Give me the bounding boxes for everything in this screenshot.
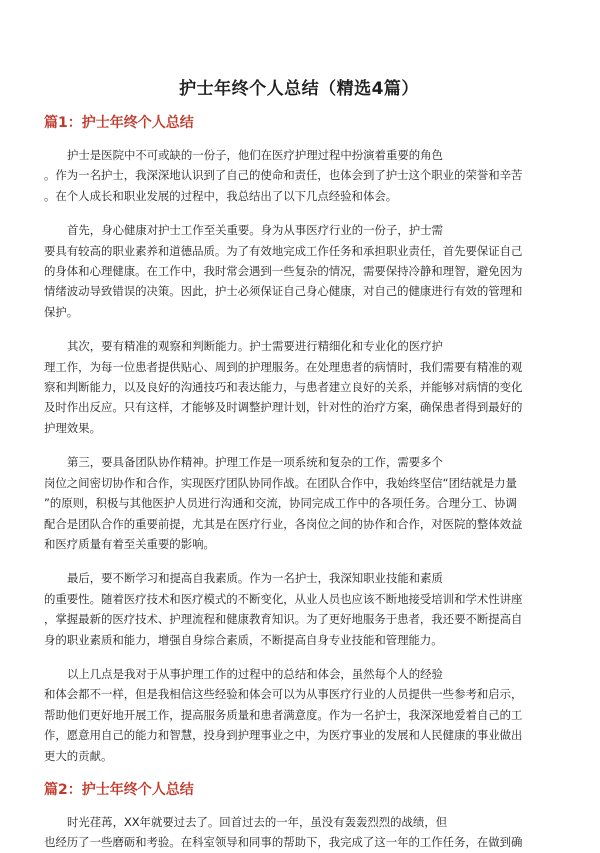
- paragraph-line: 作，愿意用自己的能力和智慧，投身到护理事业之中，为医疗事业的发展和人民健康的事业做出: [44, 728, 523, 743]
- paragraph-line: 和医疗质量有着至关重要的影响。: [44, 536, 215, 551]
- paragraph-line: 身的职业素质和能力，增强自身综合素质，不断提高自身专业技能和管理能力。: [44, 632, 443, 647]
- paragraph-line: 也经历了一些磨砺和考验。在科室领导和同事的帮助下，我完成了这一年的工作任务，在做到确: [44, 835, 523, 850]
- paragraph-line: 察和判断能力，以及良好的沟通技巧和表达能力，与患者建立良好的关系，并能够对病情的变化: [44, 380, 523, 395]
- paragraph-line: 首先，身心健康对护士工作至关重要。身为从事医疗行业的一份子，护士需: [67, 223, 443, 238]
- paragraph-line: 帮助他们更好地开展工作，提高服务质量和患者满意度。作为一名护士，我深深地爱着自己的工: [44, 707, 523, 722]
- paragraph-line: 要具有较高的职业素养和道德品质。为了有效地完成工作任务和承担职业责任，首先要保证自己: [44, 243, 523, 258]
- document-body: [44, 113, 554, 853]
- section-heading: 篇2：护士年终个人总结: [44, 781, 194, 798]
- body-paragraph: [44, 145, 554, 206]
- paragraph-line: 最后，要不断学习和提高自我素质。作为一名护士，我深知职业技能和素质: [67, 571, 443, 586]
- paragraph-line: 。作为一名护士，我深深地认识到了自己的使命和责任，也体会到了护士这个职业的荣誉和辛苦: [44, 168, 523, 183]
- paragraph-line: 更大的贡献。: [44, 748, 113, 763]
- paragraph-line: ”的原则，积极与其他医护人员进行沟通和交流，协同完成工作中的各项任务。合理分工、协调: [44, 496, 517, 511]
- paragraph-line: 。在个人成长和职业发展的过程中，我总结出了以下几点经验和体会。: [44, 188, 398, 203]
- document-title: 护士年终个人总结（精选4篇）: [179, 79, 419, 99]
- paragraph-line: 护理效果。: [44, 420, 101, 435]
- body-paragraph: [44, 568, 554, 650]
- paragraph-line: 理工作，为每一位患者提供贴心、周到的护理服务。在处理患者的病情时，我们需要有精准的观: [44, 359, 523, 374]
- body-paragraph: [44, 812, 554, 853]
- body-paragraph: [44, 664, 554, 766]
- paragraph-line: 的身体和心理健康。在工作中，我时常会遇到一些复杂的情况，需要保持冷静和理智，避免因为: [44, 264, 523, 279]
- paragraph-line: 和体会都不一样，但是我相信这些经验和体会可以为从事医疗行业的人员提供一些参考和启示，: [44, 687, 523, 702]
- body-paragraph: [44, 452, 554, 554]
- paragraph-line: 配合是团队合作的重要前提，尤其是在医疗行业，各岗位之间的协作和合作，对医院的整体效益: [44, 516, 523, 531]
- section-heading: 篇1：护士年终个人总结: [44, 115, 194, 131]
- paragraph-line: 及时作出反应。只有这样，才能够及时调整护理计划，针对性的治疗方案，确保患者得到最好的: [44, 400, 523, 415]
- body-paragraph: [44, 336, 554, 438]
- paragraph-line: 时光荏苒，XX年就要过去了。回首过去的一年，虽没有轰轰烈烈的战绩，但: [67, 814, 448, 829]
- paragraph-line: 第三，要具备团队协作精神。护理工作是一项系统和复杂的工作，需要多个: [67, 455, 443, 470]
- paragraph-line: 以上几点是我对于从事护理工作的过程中的总结和体会，虽然每个人的经验: [67, 666, 443, 681]
- paragraph-line: 岗位之间密切协作和合作，实现医疗团队协同作战。在团队合作中，我始终坚信“团结就是力量: [44, 475, 517, 490]
- paragraph-line: 的重要性。随着医疗技术和医疗模式的不断变化，从业人员也应该不断地接受培训和学术性讲座: [44, 591, 523, 606]
- paragraph-line: 保护。: [44, 304, 79, 319]
- paragraph-line: ，掌握最新的医疗技术、护理流程和健康教育知识。为了更好地服务于患者，我还要不断提高自: [44, 612, 523, 627]
- body-paragraph: [44, 220, 554, 322]
- paragraph-line: 情绪波动导致错误的决策。因此，护士必须保证自己身心健康，对自己的健康进行有效的管理和: [44, 284, 523, 299]
- paragraph-line: 其次，要有精准的观察和判断能力。护士需要进行精细化和专业化的医疗护: [67, 339, 443, 354]
- paragraph-line: 护士是医院中不可或缺的一份子，他们在医疗护理过程中扮演着重要的角色: [67, 148, 443, 162]
